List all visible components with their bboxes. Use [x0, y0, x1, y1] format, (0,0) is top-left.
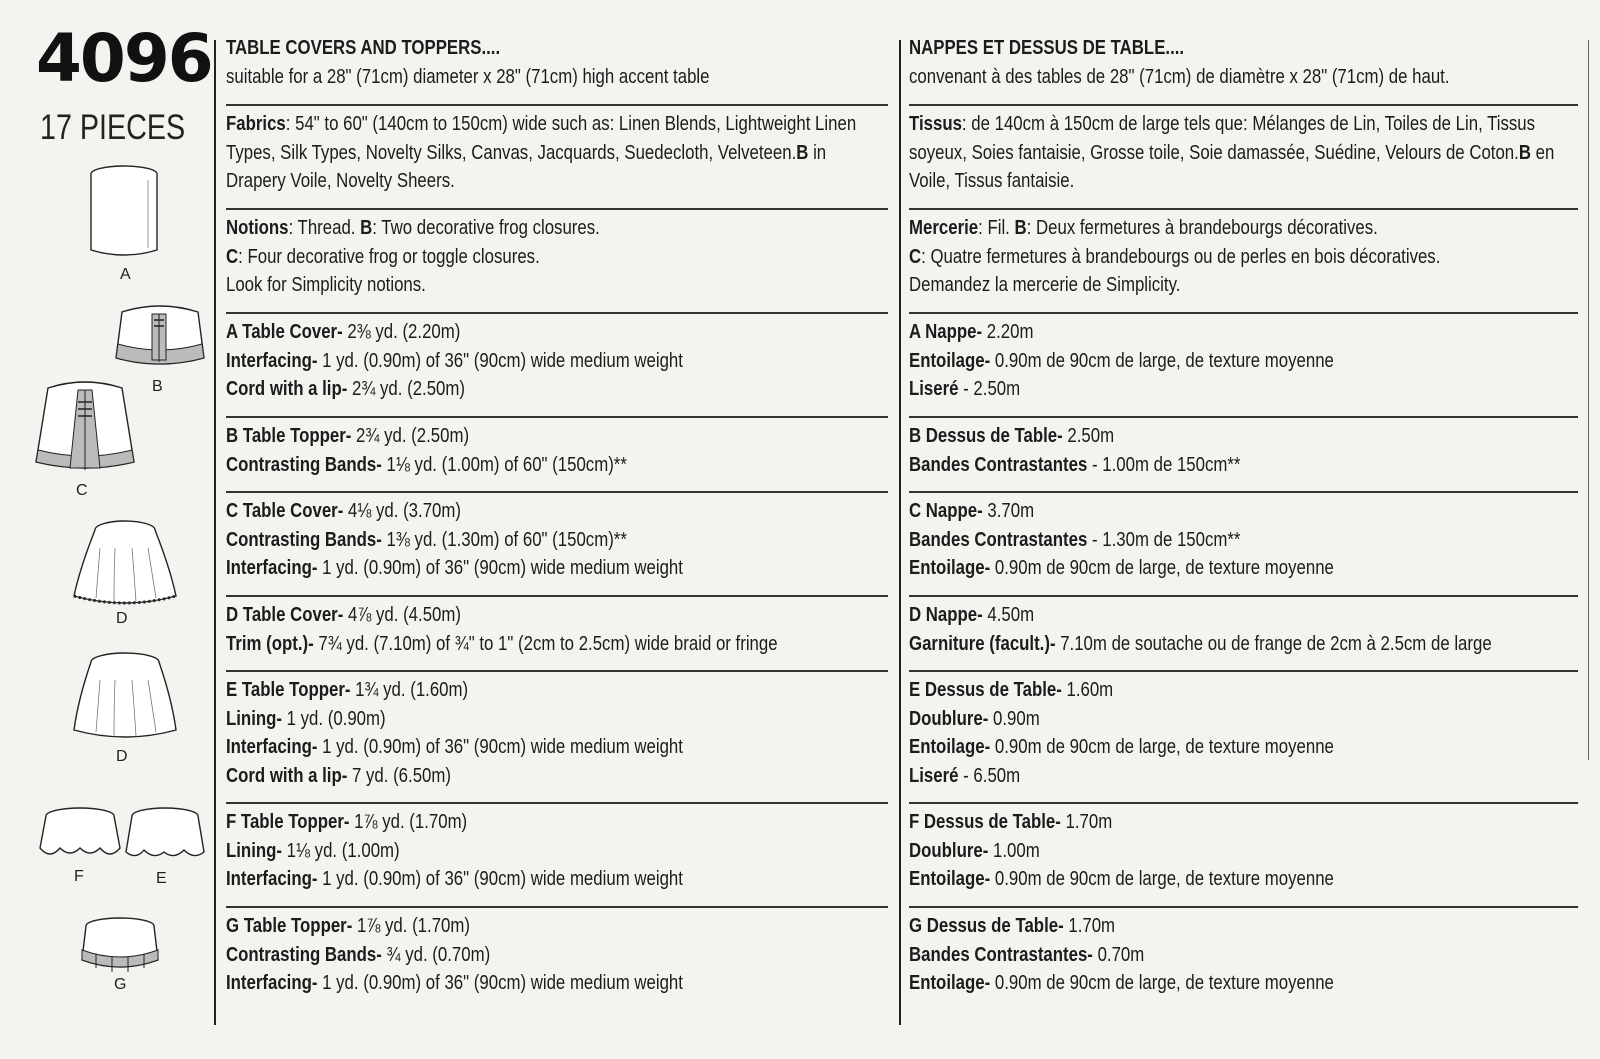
- yardage-item: A Nappe- 2.20m Entoilage- 0.90m de 90cm de large, de texture moyenne Liseré - 2.50m: [909, 314, 1578, 418]
- yardage-item: E Table Topper- 1¾ yd. (1.60m) Lining- 1 yd. (0.90m) Interfacing- 1 yd. (0.90m) of 36" (90cm) wide medium weight Cord with a lip- 7 yd. (6.50m): [226, 672, 888, 804]
- yardage-item: E Dessus de Table- 1.60m Doublure- 0.90m Entoilage- 0.90m de 90cm de large, de texture moyenne Liseré - 6.50m: [909, 672, 1578, 804]
- notions-section: [909, 210, 1578, 314]
- figure-label: C: [76, 482, 88, 499]
- figure-label: G: [114, 976, 127, 993]
- french-column: [909, 34, 1578, 1016]
- fabrics-section: [226, 106, 888, 210]
- yardage-item: F Dessus de Table- 1.70m Doublure- 1.00m Entoilage- 0.90m de 90cm de large, de texture moyenne: [909, 804, 1578, 908]
- yardage-list: [226, 314, 888, 1016]
- figure-label: D: [116, 610, 128, 627]
- notions-label: Mercerie: [909, 217, 979, 239]
- figure-label: D: [116, 748, 128, 765]
- fabrics-line: Voile, Tissus fantaisie.: [909, 170, 1075, 193]
- yardage-item: B Dessus de Table- 2.50m Bandes Contrastantes - 1.00m de 150cm**: [909, 418, 1578, 493]
- figure-d-illustration: [70, 518, 180, 608]
- notions-line: C: Quatre fermetures à brandebourgs ou de perles en bois décoratives.: [909, 245, 1441, 268]
- section-subtitle: convenant à des tables de 28" (71cm) de diamètre x 28" (71cm) de haut.: [909, 65, 1450, 88]
- divider-left: [214, 40, 216, 1025]
- section-subtitle: suitable for a 28" (71cm) diameter x 28" (71cm) high accent table: [226, 65, 710, 88]
- notions-line: Demandez la mercerie de Simplicity.: [909, 274, 1181, 297]
- notions-section: [226, 210, 888, 314]
- figure-d2-illustration: [70, 650, 180, 742]
- figure-label: E: [156, 870, 167, 887]
- english-column: [226, 34, 888, 1016]
- figure-label: A: [120, 266, 131, 283]
- figure-c-illustration: [32, 378, 138, 478]
- figure-g-illustration: [78, 914, 162, 976]
- fabrics-line: Types, Silk Types, Novelty Silks, Canvas, Jacquards, Suedecloth, Velveteen. B in: [226, 141, 827, 164]
- yardage-item: D Table Cover- 4⅞ yd. (4.50m) Trim (opt.)- 7¾ yd. (7.10m) of ¾" to 1" (2cm to 2.5cm) wide braid or fringe: [226, 597, 888, 672]
- notions-line: Look for Simplicity notions.: [226, 274, 426, 297]
- yardage-item: A Table Cover- 2⅜ yd. (2.20m) Interfacing- 1 yd. (0.90m) of 36" (90cm) wide medium weight Cord with a lip- 2¾ yd. (2.50m): [226, 314, 888, 418]
- fabrics-line: soyeux, Soies fantaisie, Grosse toile, Soie damassée, Suédine, Velours de Coton. B en: [909, 141, 1555, 164]
- notions-label: Notions: [226, 217, 289, 239]
- fabrics-label: Tissus: [909, 113, 962, 135]
- fabrics-line: Tissus: de 140cm à 150cm de large tels que: Mélanges de Lin, Toiles de Lin, Tissus: [909, 113, 1536, 135]
- section-title: NAPPES ET DESSUS DE TABLE....: [909, 37, 1185, 59]
- yardage-item: G Dessus de Table- 1.70m Bandes Contrastantes- 0.70m Entoilage- 0.90m de 90cm de large, de texture moyenne: [909, 915, 1334, 995]
- figure-e-illustration: [124, 804, 206, 864]
- yardage-item: D Nappe- 4.50m Garniture (facult.)- 7.10m de soutache ou de frange de 2cm à 2.5cm de large: [909, 597, 1578, 672]
- yardage-item: C Nappe- 3.70m Bandes Contrastantes - 1.30m de 150cm** Entoilage- 0.90m de 90cm de large, de texture moyenne: [909, 493, 1578, 597]
- fabrics-label: Fabrics: [226, 113, 286, 135]
- header-section: [909, 34, 1578, 106]
- pattern-number: 4096: [36, 20, 212, 97]
- figure-label: B: [152, 378, 163, 395]
- section-title: TABLE COVERS AND TOPPERS....: [226, 37, 501, 59]
- fabrics-line: Drapery Voile, Novelty Sheers.: [226, 170, 455, 193]
- divider-middle: [899, 40, 901, 1025]
- yardage-list: [909, 314, 1578, 1016]
- fabrics-line: Fabrics: 54" to 60" (140cm to 150cm) wide such as: Linen Blends, Lightweight Linen: [226, 113, 857, 135]
- figure-b-illustration: [112, 302, 208, 372]
- figure-f-illustration: [38, 804, 122, 864]
- figure-label: F: [74, 868, 84, 885]
- yardage-item: F Table Topper- 1⅞ yd. (1.70m) Lining- 1⅛ yd. (1.00m) Interfacing- 1 yd. (0.90m) of 36" (90cm) wide medium weight: [226, 804, 888, 908]
- header-section: [226, 34, 888, 106]
- yardage-item: C Table Cover- 4⅛ yd. (3.70m) Contrasting Bands- 1⅜ yd. (1.30m) of 60" (150cm)** Interfacing- 1 yd. (0.90m) of 36" (90cm) wide medium weight: [226, 493, 888, 597]
- figure-a-illustration: [84, 162, 164, 262]
- notions-line: Notions: Thread. B: Two decorative frog closures.: [226, 217, 600, 239]
- divider-right: [1588, 40, 1589, 760]
- pieces-count: 17 PIECES: [40, 108, 186, 147]
- notions-line: C: Four decorative frog or toggle closures.: [226, 245, 540, 268]
- notions-line: Mercerie: Fil. B: Deux fermetures à brandebourgs décoratives.: [909, 217, 1378, 239]
- yardage-item: G Table Topper- 1⅞ yd. (1.70m) Contrasting Bands- ¾ yd. (0.70m) Interfacing- 1 yd. (0.90m) of 36" (90cm) wide medium weight: [226, 915, 683, 995]
- yardage-item: B Table Topper- 2¾ yd. (2.50m) Contrasting Bands- 1⅛ yd. (1.00m) of 60" (150cm)**: [226, 418, 888, 493]
- fabrics-section: [909, 106, 1578, 210]
